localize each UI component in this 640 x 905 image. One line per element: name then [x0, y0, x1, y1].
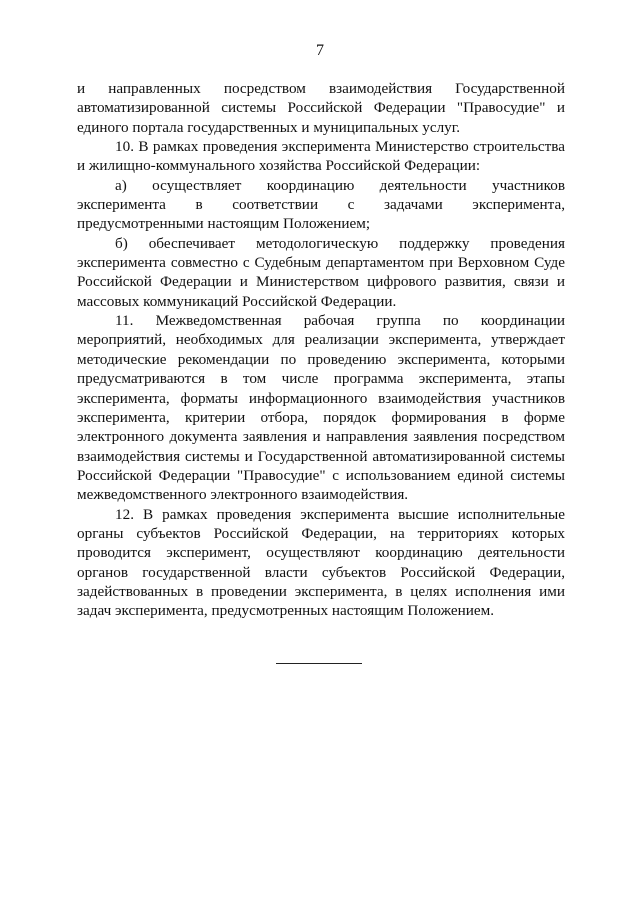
paragraph-10: 10. В рамках проведения эксперимента Министерство строительства и жилищно-коммунального хозяйства Российской Федерации:	[77, 138, 565, 175]
paragraph-12: 12. В рамках проведения эксперимента высшие исполнительные органы субъектов Российской Федерации, на территориях которых проводится эксперимент, осуществляют координацию деятельности органов государственной власти субъектов Российской Федерации, задействованных в проведении эксперимента, в целях исполнения ими задач эксперимента, предусмотренных настоящим Положением.	[77, 505, 565, 620]
end-of-document-rule	[276, 663, 362, 664]
document-body	[77, 79, 565, 621]
paragraph-11: 11. Межведомственная рабочая группа по координации мероприятий, необходимых для реализации эксперимента, утверждает методические рекомендации по проведению эксперимента, которыми предусматриваются в том числе программа эксперимента, этапы эксперимента, форматы информационного взаимодействия участников эксперимента, критерии отбора, порядок формирования в форме электронного документа заявления и направления заявления посредством взаимодействия системы и Государственной автоматизированной системы Российской Федерации "Правосудие" с использованием единой системы межведомственного электронного взаимодействия.	[77, 312, 565, 504]
paragraph-10b: б) обеспечивает методологическую поддержку проведения эксперимента совместно с Судебным департаментом при Верховном Суде Российской Федерации и Министерством цифрового развития, связи и массовых коммуникаций Российской Федерации.	[77, 234, 565, 310]
page-number: 7	[316, 42, 324, 59]
paragraph-10a: а) осуществляет координацию деятельности участников эксперимента в соответствии с задачами эксперимента, предусмотренными настоящим Положением;	[77, 176, 565, 233]
paragraph-continuation: и направленных посредством взаимодействия Государственной автоматизированной системы Российской Федерации "Правосудие" и единого портала государственных и муниципальных услуг.	[77, 80, 565, 136]
